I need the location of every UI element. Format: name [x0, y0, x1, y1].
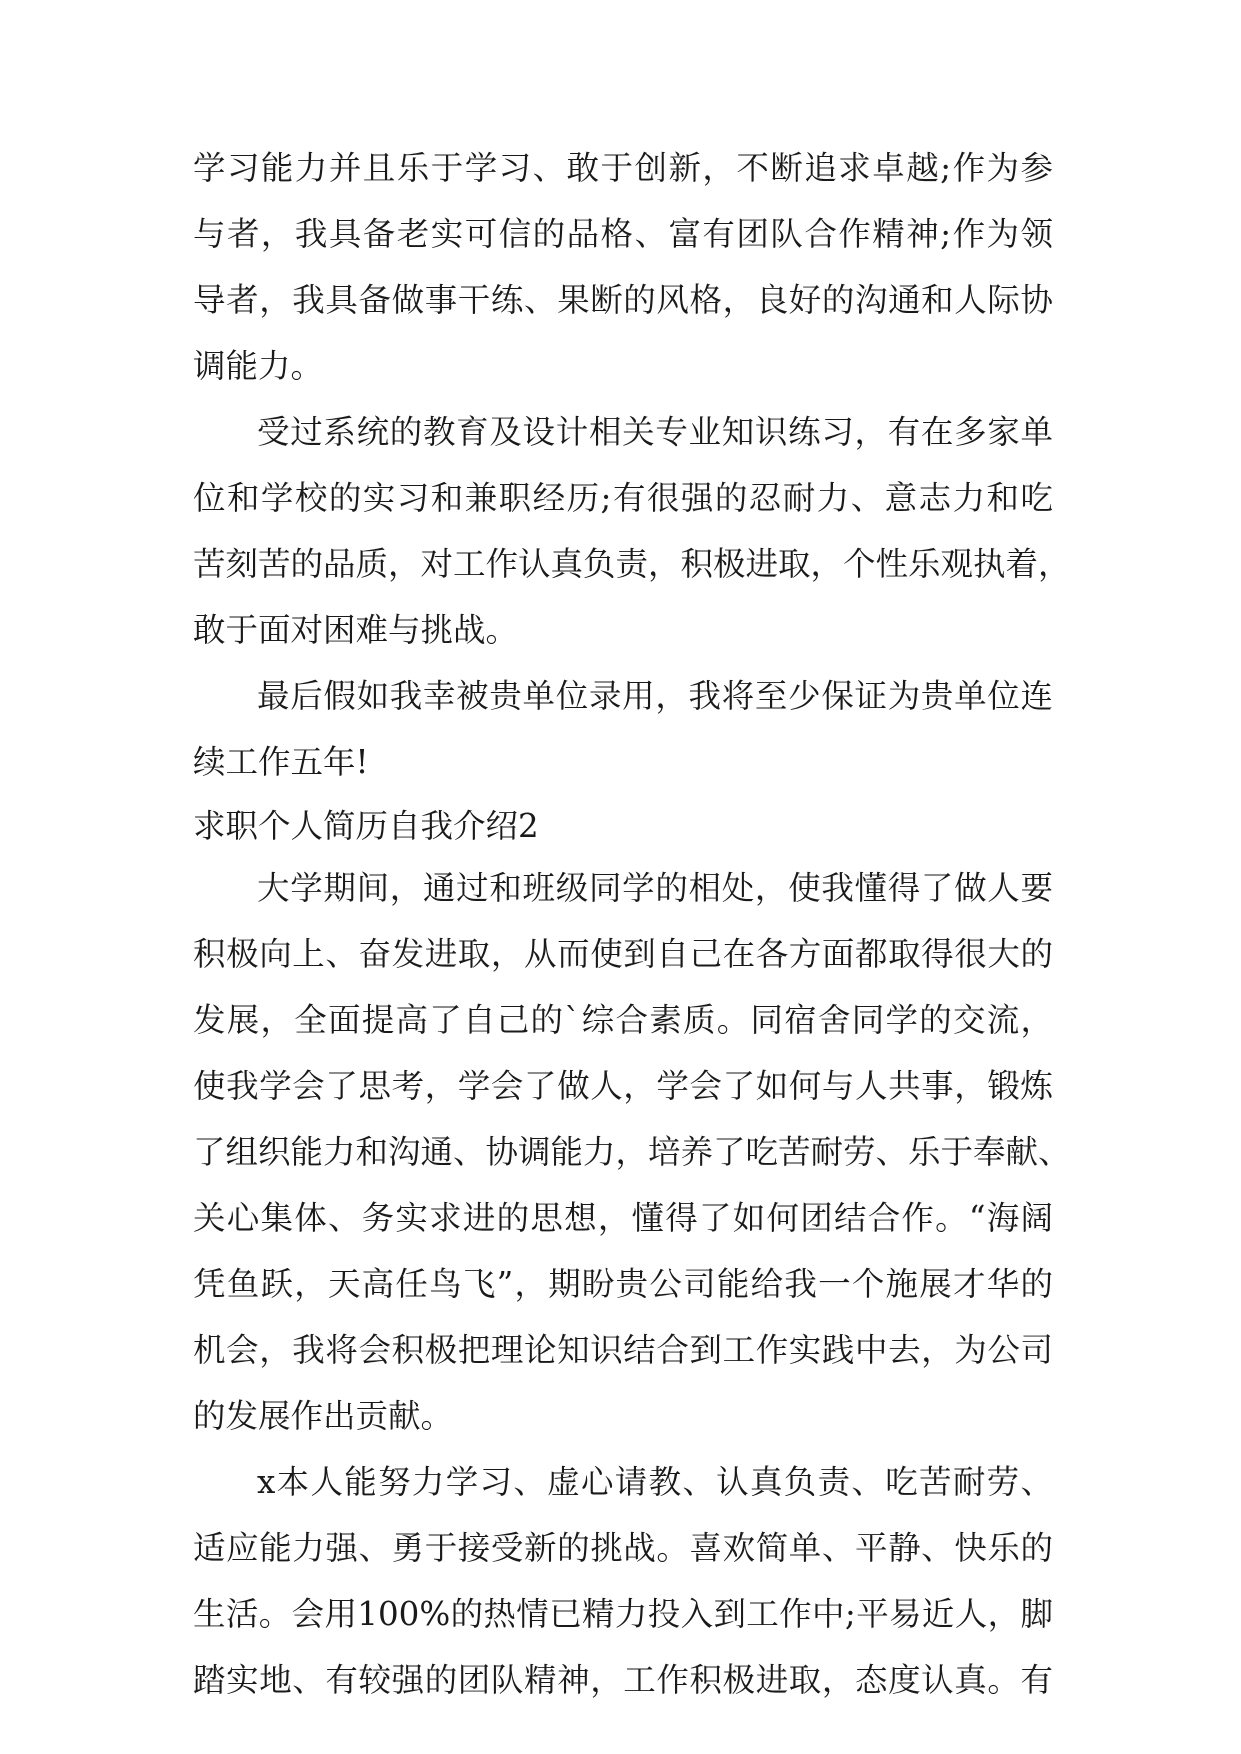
- paragraph-line: 位和学校的实习和兼职经历;有很强的忍耐力、意志力和吃: [193, 479, 1053, 517]
- paragraph-line: 发展，全面提高了自己的`综合素质。同宿舍同学的交流，: [193, 1001, 1053, 1039]
- paragraph-line: 续工作五年!: [193, 743, 369, 781]
- paragraph-line: 苦刻苦的品质，对工作认真负责，积极进取，个性乐观执着，: [193, 545, 1071, 583]
- paragraph-line: 生活。会用100%的热情已精力投入到工作中;平易近人，脚: [193, 1595, 1053, 1633]
- paragraph-line: x本人能努力学习、虚心请教、认真负责、吃苦耐劳、: [257, 1463, 1053, 1501]
- paragraph-line: 导者，我具备做事干练、果断的风格，良好的沟通和人际协: [193, 281, 1053, 319]
- paragraph-line: 敢于面对困难与挑战。: [193, 611, 519, 649]
- paragraph-line: 的发展作出贡献。: [193, 1397, 454, 1435]
- paragraph-line: 学习能力并且乐于学习、敢于创新，不断追求卓越;作为参: [193, 149, 1053, 187]
- paragraph-line: 凭鱼跃，天高任鸟飞”，期盼贵公司能给我一个施展才华的: [193, 1265, 1053, 1303]
- paragraph-line: 积极向上、奋发进取，从而使到自己在各方面都取得很大的: [193, 935, 1053, 973]
- paragraph-line: 调能力。: [193, 347, 324, 385]
- paragraph-line: 最后假如我幸被贵单位录用，我将至少保证为贵单位连: [257, 677, 1053, 715]
- paragraph-line: 大学期间，通过和班级同学的相处，使我懂得了做人要: [257, 869, 1053, 907]
- paragraph-line: 与者，我具备老实可信的品格、富有团队合作精神;作为领: [193, 215, 1053, 253]
- paragraph-line: 了组织能力和沟通、协调能力，培养了吃苦耐劳、乐于奉献、: [193, 1133, 1071, 1171]
- paragraph-line: 受过系统的教育及设计相关专业知识练习，有在多家单: [257, 413, 1053, 451]
- paragraph-line: 踏实地、有较强的团队精神，工作积极进取，态度认真。有: [193, 1661, 1053, 1699]
- paragraph-line: 使我学会了思考，学会了做人，学会了如何与人共事，锻炼: [193, 1067, 1053, 1105]
- paragraph-line: 适应能力强、勇于接受新的挑战。喜欢简单、平静、快乐的: [193, 1529, 1053, 1567]
- section-title: 求职个人简历自我介绍2: [193, 807, 539, 845]
- paragraph-line: 机会，我将会积极把理论知识结合到工作实践中去，为公司: [193, 1331, 1053, 1369]
- paragraph-line: 关心集体、务实求进的思想，懂得了如何团结合作。“海阔: [193, 1199, 1053, 1237]
